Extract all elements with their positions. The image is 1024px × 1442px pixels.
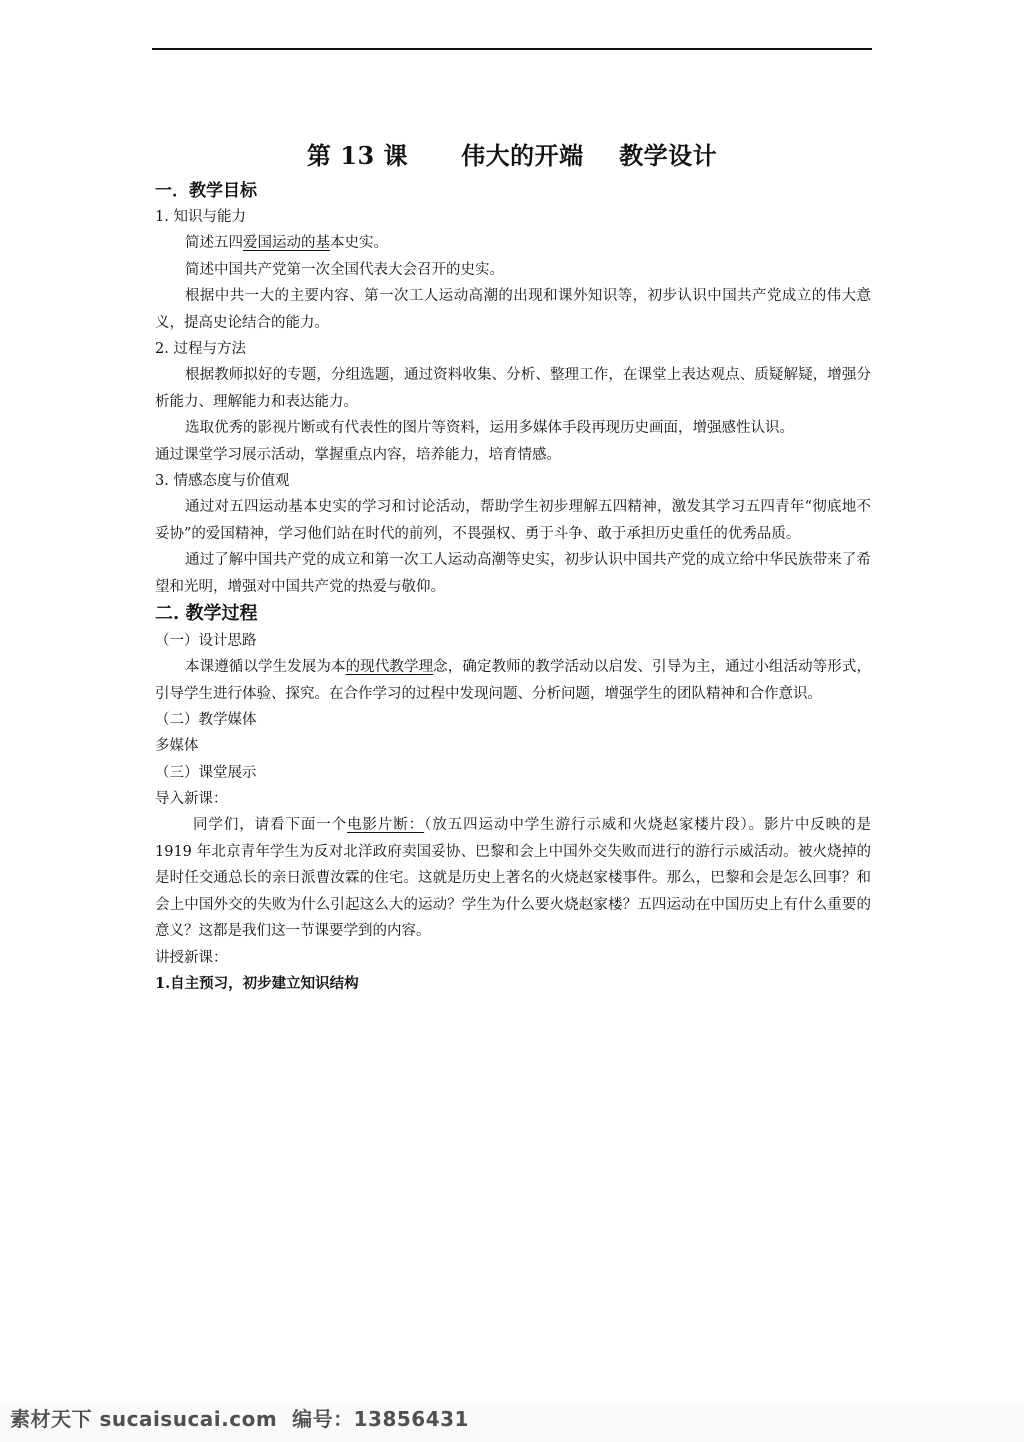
text-run: 念，确定教师的教学活动以启发、引导为主，通过小组活动等形式，引导学生进行体验、探究。在合作学习的过程中发现问题、分析问题，增强学生的团队精神和合作意识。 bbox=[155, 659, 872, 702]
paragraph: 选取优秀的影视片断或有代表性的图片等资料，运用多媒体手段再现历史画面，增强感性认识。 bbox=[185, 420, 794, 436]
header-rule bbox=[152, 48, 872, 50]
section-heading-objectives: 一．教学目标 bbox=[155, 181, 257, 201]
paragraph: 简述中国共产党第一次全国代表大会召开的史实。 bbox=[185, 261, 504, 278]
text-run: 本史实。 bbox=[330, 235, 388, 251]
subheading-design: （一）设计思路 bbox=[155, 633, 257, 649]
underlined-text: 的现代教学理 bbox=[345, 659, 434, 675]
subheading-process: 2. 过程与方法 bbox=[155, 341, 246, 357]
underlined-text: 爱国运动的基 bbox=[243, 235, 330, 251]
paragraph bbox=[155, 654, 871, 707]
paragraph: 根据教师拟好的专题，分组选题，通过资料收集、分析、整理工作，在课堂上表达观点、质疑解疑，增强分析能力、理解能力和表达能力。 bbox=[155, 367, 871, 410]
paragraph: 通过了解中国共产党的成立和第一次工人运动高潮等史实，初步认识中国共产党的成立给中华民族带来了希望和光明，增强对中国共产党的热爱与敬仰。 bbox=[155, 552, 871, 595]
label-intro: 导入新课： bbox=[155, 790, 228, 807]
subheading-values: 3. 情感态度与价值观 bbox=[155, 473, 290, 489]
text-run: 简述五四 bbox=[185, 235, 243, 251]
paragraph: 多媒体 bbox=[155, 738, 199, 754]
section-heading-process: 二. 教学过程 bbox=[155, 603, 258, 624]
text-run: （放五四运动中学生游行示威和火烧赵家楼片段）。影片中反映的是 1919 年北京青年学生为反对北洋政府卖国妥协、巴黎和会上中国外交失败而进行的游行示威活动。被火烧掉的是时任交通总长的亲日派曹汝霖的住宅。这就是历史上著名的火烧赵家楼事件。那么，巴黎和会是怎么回事？和会上中国外交的失败为什么引起这么大的运动？学生为什么要火烧赵家楼？五四运动在中国历史上有什么重要的意义？这都是我们这一节课要学到的内容。 bbox=[155, 817, 872, 939]
subheading-knowledge: 1. 知识与能力 bbox=[155, 209, 246, 225]
text-run: 同学们，请看下面一个 bbox=[193, 817, 348, 833]
paragraph: 通过对五四运动基本史实的学习和讨论活动，帮助学生初步理解五四精神，激发其学习五四青年“彻底地不妥协”的爱国精神，学习他们站在时代的前列，不畏强权、勇于斗争、敢于承担历史重任的优秀品质。 bbox=[155, 499, 871, 542]
document-body bbox=[155, 178, 871, 998]
paragraph: 根据中共一大的主要内容、第一次工人运动高潮的出现和课外知识等，初步认识中国共产党成立的伟大意义，提高史论结合的能力。 bbox=[155, 288, 871, 331]
subheading-media: （二）教学媒体 bbox=[155, 712, 257, 728]
text-run: 本课遵循以学生发展为本 bbox=[185, 659, 346, 675]
underlined-text: 电影片断： bbox=[347, 817, 425, 833]
step-heading: 1.自主预习，初步建立知识结构 bbox=[155, 975, 359, 992]
watermark-band bbox=[0, 1404, 1024, 1442]
paragraph: 通过课堂学习展示活动，掌握重点内容，培养能力，培育情感。 bbox=[155, 446, 561, 463]
label-lecture: 讲授新课： bbox=[155, 949, 228, 966]
paragraph bbox=[155, 230, 871, 257]
paragraph bbox=[155, 812, 871, 945]
watermark-text: 素材天下 sucaisucai.com 编号：13856431 bbox=[10, 1407, 469, 1431]
subheading-classroom: （三）课堂展示 bbox=[155, 764, 257, 781]
document-title: 第 13 课 伟大的开端 教学设计 bbox=[306, 141, 718, 170]
